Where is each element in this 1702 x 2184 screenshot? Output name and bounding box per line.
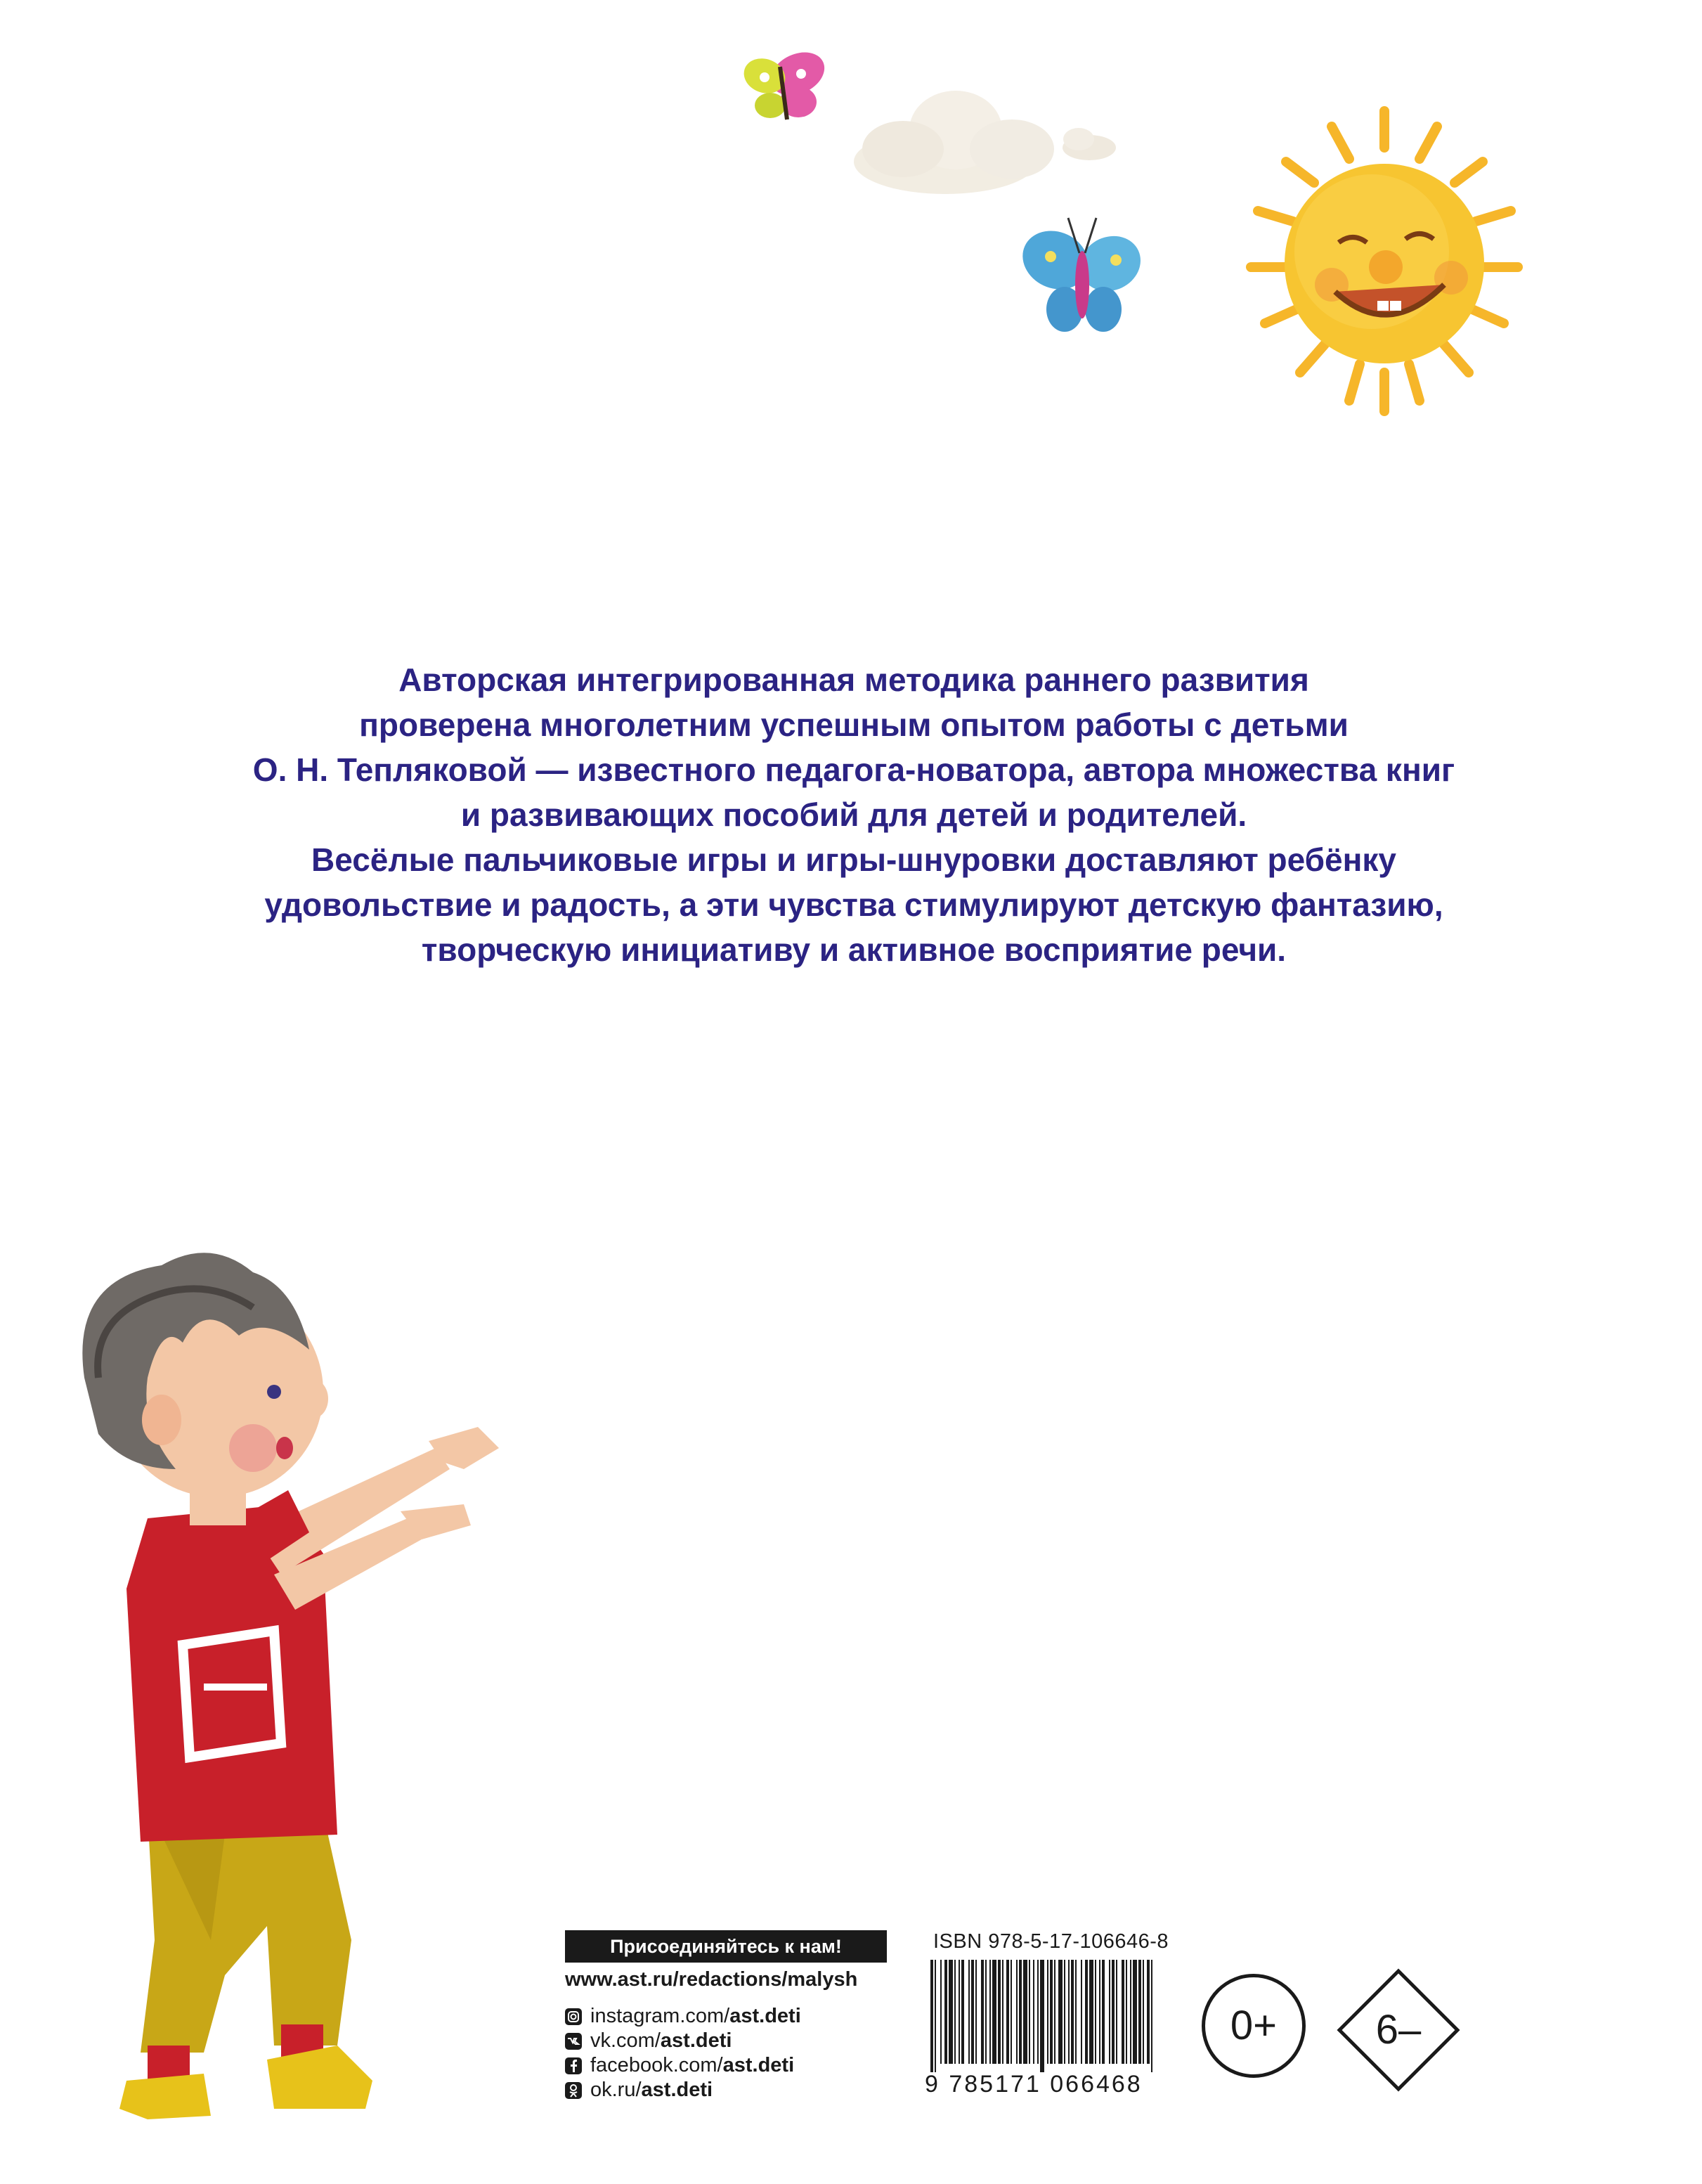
- barcode-bar: [1040, 1960, 1044, 2072]
- barcode-bar: [1011, 1960, 1012, 2064]
- barcode-bar: [1016, 1960, 1018, 2064]
- social-link-prefix: instagram.com/: [590, 2005, 730, 2027]
- barcode-bar: [981, 1960, 984, 2064]
- instagram-icon: [565, 2008, 582, 2025]
- barcode-bar: [954, 1960, 956, 2064]
- barcode-bar: [1054, 1960, 1055, 2064]
- barcode-bar: [1047, 1960, 1048, 2064]
- barcode-bar: [1099, 1960, 1100, 2064]
- social-link-prefix: ok.ru/: [590, 2079, 642, 2101]
- barcode-bar: [930, 1960, 933, 2072]
- barcode-bar: [935, 1960, 936, 2072]
- social-link-prefix: vk.com/: [590, 2029, 661, 2052]
- barcode-bar: [1050, 1960, 1053, 2064]
- barcode-bar: [940, 1960, 942, 2064]
- age-rating-circle: 0+: [1202, 1974, 1306, 2078]
- description-line: удовольствие и радость, а эти чувства стимулируют детскую фантазию,: [264, 886, 1443, 923]
- boy-illustration: [42, 1237, 548, 2123]
- barcode-digits: 9 785171 066468: [925, 2071, 1143, 2098]
- barcode-bar: [1085, 1960, 1088, 2064]
- barcode-bar: [1006, 1960, 1009, 2064]
- social-link-handle: ast.deti: [722, 2054, 795, 2076]
- barcode-bar: [985, 1960, 987, 2064]
- social-link-instagram[interactable]: [565, 2005, 801, 2028]
- barcode-bar: [1033, 1960, 1034, 2064]
- description-line: Весёлые пальчиковые игры и игры-шнуровки доставляют ребёнку: [311, 841, 1396, 878]
- barcode-bar: [1058, 1960, 1063, 2064]
- description-line: творческую инициативу и активное восприятие речи.: [421, 931, 1287, 968]
- barcode-bar: [1112, 1960, 1115, 2064]
- barcode-bar: [944, 1960, 947, 2064]
- barcode-bar: [971, 1960, 974, 2064]
- barcode-bar: [989, 1960, 991, 2064]
- barcode-bar: [1126, 1960, 1127, 2064]
- barcode-bar: [1122, 1960, 1124, 2064]
- social-link-handle: ast.deti: [660, 2029, 732, 2052]
- pink-butterfly-illustration: [731, 35, 843, 141]
- publisher-site-link[interactable]: www.ast.ru/redactions/malysh: [565, 1968, 858, 1991]
- barcode-bar: [959, 1960, 960, 2064]
- description-line: проверена многолетним успешным опытом работы с детьми: [359, 706, 1349, 743]
- barcode-bar: [1138, 1960, 1141, 2064]
- barcode-bar: [1095, 1960, 1096, 2064]
- barcode-bar: [1116, 1960, 1117, 2064]
- barcode-bar: [1071, 1960, 1074, 2064]
- blue-butterfly-illustration: [1012, 204, 1152, 351]
- sun-illustration: [1209, 98, 1560, 429]
- barcode-bar: [1002, 1960, 1003, 2064]
- social-link-handle: ast.deti: [641, 2079, 713, 2101]
- barcode-bar: [1130, 1960, 1131, 2064]
- barcode-bar: [961, 1960, 964, 2064]
- age-rating-diamond: [1335, 1967, 1462, 2093]
- isbn-label: ISBN 978-5-17-106646-8: [933, 1930, 1169, 1953]
- book-description: [84, 657, 1623, 972]
- social-link-facebook[interactable]: [565, 2054, 794, 2077]
- barcode-bar: [1089, 1960, 1093, 2064]
- barcode-bar: [949, 1960, 953, 2064]
- clouds-illustration: [836, 70, 1131, 211]
- barcode-bar: [1151, 1960, 1152, 2072]
- barcode-bar: [1029, 1960, 1030, 2064]
- social-link-prefix: facebook.com/: [590, 2054, 723, 2076]
- social-link-odnoklassniki[interactable]: [565, 2079, 713, 2102]
- social-link-vk[interactable]: [565, 2029, 732, 2053]
- barcode-bar: [1133, 1960, 1137, 2064]
- barcode-bar: [1064, 1960, 1065, 2064]
- barcode-bar: [1109, 1960, 1110, 2064]
- barcode-bar: [1068, 1960, 1070, 2064]
- barcode-bar: [1023, 1960, 1027, 2064]
- facebook-icon: [565, 2057, 582, 2074]
- age-rating-diamond-text: 6–: [1375, 2007, 1422, 2053]
- description-line: О. Н. Тепляковой — известного педагога-новатора, автора множества книг: [252, 751, 1455, 788]
- barcode-bar: [1019, 1960, 1022, 2064]
- description-line: и развивающих пособий для детей и родителей.: [460, 796, 1247, 833]
- isbn-barcode: [928, 1960, 1159, 2072]
- barcode-bar: [1143, 1960, 1144, 2064]
- join-us-banner: Присоединяйтесь к нам!: [565, 1930, 887, 1963]
- barcode-bar: [1037, 1960, 1039, 2064]
- barcode-bar: [998, 1960, 1001, 2064]
- barcode-bar: [992, 1960, 996, 2064]
- vk-icon: [565, 2033, 582, 2050]
- barcode-bar: [1147, 1960, 1150, 2064]
- barcode-bar: [1081, 1960, 1082, 2064]
- description-line: Авторская интегрированная методика раннего развития: [398, 661, 1309, 698]
- barcode-bar: [968, 1960, 970, 2064]
- barcode-bar: [975, 1960, 977, 2064]
- barcode-bar: [1102, 1960, 1105, 2064]
- barcode-bar: [1075, 1960, 1077, 2064]
- odnoklassniki-icon: [565, 2082, 582, 2099]
- social-link-handle: ast.deti: [729, 2005, 801, 2027]
